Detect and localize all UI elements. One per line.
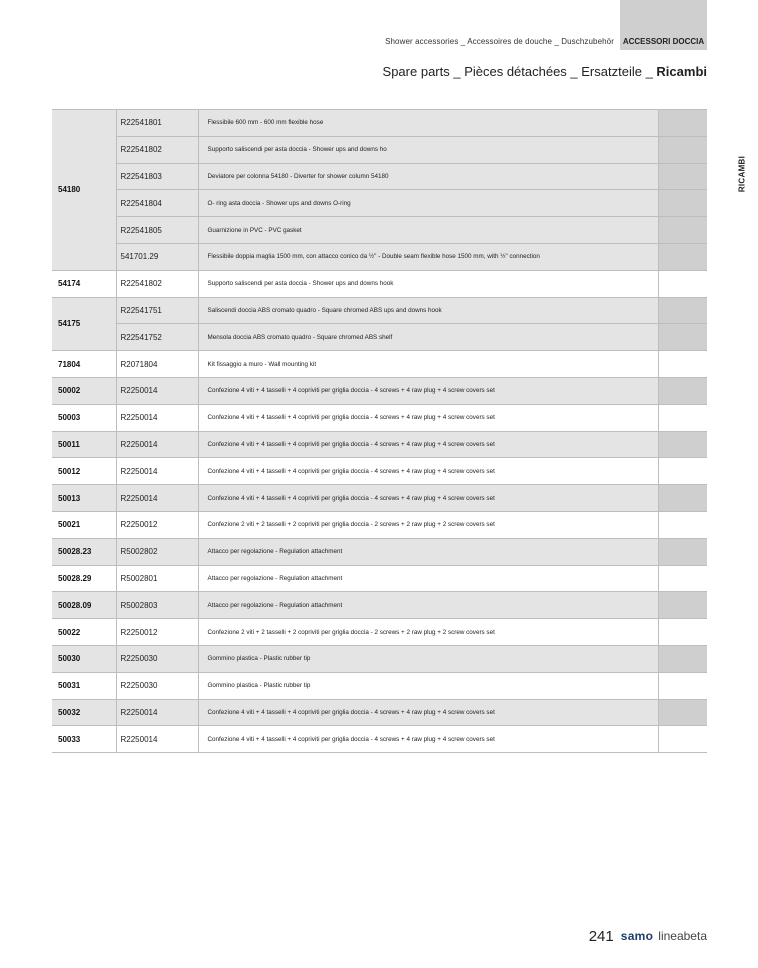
spare-code-cell: R22541805 bbox=[116, 217, 198, 244]
row-end-cell bbox=[658, 699, 707, 726]
description-cell: Attacco per regolazione - Regulation attachment bbox=[198, 565, 658, 592]
description-cell: Confezione 2 viti + 2 tasselli + 2 copriviti per griglia doccia - 2 screws + 2 raw plug + 2 screw covers set bbox=[198, 619, 658, 646]
table-row bbox=[52, 592, 707, 619]
spare-code-cell: R5002802 bbox=[116, 538, 198, 565]
spare-code-cell: R22541801 bbox=[116, 110, 198, 137]
product-code-cell: 71804 bbox=[52, 351, 116, 378]
table-row bbox=[52, 324, 707, 351]
spare-code-cell: R22541802 bbox=[116, 270, 198, 297]
description-cell: Confezione 2 viti + 2 tasselli + 2 copriviti per griglia doccia - 2 screws + 2 raw plug + 2 screw covers set bbox=[198, 511, 658, 538]
description-cell: Mensola doccia ABS cromato quadro - Square chromed ABS shelf bbox=[198, 324, 658, 351]
product-code-cell: 50013 bbox=[52, 485, 116, 512]
row-end-cell bbox=[658, 163, 707, 190]
table-row bbox=[52, 243, 707, 270]
product-code-cell: 50011 bbox=[52, 431, 116, 458]
product-code-cell: 54180 bbox=[52, 110, 116, 271]
spare-code-cell: R22541803 bbox=[116, 163, 198, 190]
spare-code-cell: R22541802 bbox=[116, 136, 198, 163]
row-end-cell bbox=[658, 377, 707, 404]
product-code-cell: 50028.23 bbox=[52, 538, 116, 565]
table-row bbox=[52, 431, 707, 458]
description-cell: Confezione 4 viti + 4 tasselli + 4 copriviti per griglia doccia - 4 screws + 4 raw plug + 4 screw covers set bbox=[198, 458, 658, 485]
spare-code-cell: R22541751 bbox=[116, 297, 198, 324]
row-end-cell bbox=[658, 297, 707, 324]
description-cell: O- ring asta doccia - Shower ups and downs O-ring bbox=[198, 190, 658, 217]
product-code-cell: 50032 bbox=[52, 699, 116, 726]
description-cell: Confezione 4 viti + 4 tasselli + 4 copriviti per griglia doccia - 4 screws + 4 raw plug + 4 screw covers set bbox=[198, 377, 658, 404]
breadcrumb: Shower accessories _ Accessoires de douche _ Duschzubehör bbox=[385, 37, 614, 46]
row-end-cell bbox=[658, 458, 707, 485]
description-cell: Kit fissaggio a muro - Wall mounting kit bbox=[198, 351, 658, 378]
section-tab bbox=[620, 0, 707, 50]
description-cell: Confezione 4 viti + 4 tasselli + 4 copriviti per griglia doccia - 4 screws + 4 raw plug + 4 screw covers set bbox=[198, 699, 658, 726]
description-cell: Deviatore per colonna 54180 - Diverter for shower column 54180 bbox=[198, 163, 658, 190]
table-row bbox=[52, 270, 707, 297]
table-row bbox=[52, 672, 707, 699]
description-cell: Confezione 4 viti + 4 tasselli + 4 copriviti per griglia doccia - 4 screws + 4 raw plug + 4 screw covers set bbox=[198, 485, 658, 512]
spare-code-cell: R2250014 bbox=[116, 377, 198, 404]
product-code-cell: 50003 bbox=[52, 404, 116, 431]
row-end-cell bbox=[658, 270, 707, 297]
row-end-cell bbox=[658, 672, 707, 699]
product-code-cell: 50028.29 bbox=[52, 565, 116, 592]
product-code-cell: 50033 bbox=[52, 726, 116, 753]
description-cell: Attacco per regolazione - Regulation attachment bbox=[198, 592, 658, 619]
page-title-bold: Ricambi bbox=[656, 64, 707, 79]
row-end-cell bbox=[658, 592, 707, 619]
product-code-cell: 50030 bbox=[52, 645, 116, 672]
spare-code-cell: 541701.29 bbox=[116, 243, 198, 270]
table-row bbox=[52, 485, 707, 512]
spare-code-cell: R2250014 bbox=[116, 726, 198, 753]
row-end-cell bbox=[658, 431, 707, 458]
row-end-cell bbox=[658, 190, 707, 217]
table-row bbox=[52, 190, 707, 217]
spare-parts-table bbox=[52, 109, 707, 753]
table-row bbox=[52, 511, 707, 538]
spare-code-cell: R2250030 bbox=[116, 645, 198, 672]
row-end-cell bbox=[658, 351, 707, 378]
description-cell: Saliscendi doccia ABS cromato quadro - Square chromed ABS ups and downs hook bbox=[198, 297, 658, 324]
description-cell: Confezione 4 viti + 4 tasselli + 4 copriviti per griglia doccia - 4 screws + 4 raw plug + 4 screw covers set bbox=[198, 404, 658, 431]
row-end-cell bbox=[658, 726, 707, 753]
row-end-cell bbox=[658, 645, 707, 672]
spare-code-cell: R5002801 bbox=[116, 565, 198, 592]
page-title-prefix: Spare parts _ Pièces détachées _ Ersatzteile _ bbox=[382, 64, 657, 79]
page-title bbox=[383, 64, 707, 79]
row-end-cell bbox=[658, 243, 707, 270]
table-row bbox=[52, 136, 707, 163]
description-cell: Flessibile doppia maglia 1500 mm, con attacco conico da ½" - Double seam flexible hose 1500 mm, with ½" connection bbox=[198, 243, 658, 270]
row-end-cell bbox=[658, 565, 707, 592]
product-code-cell: 50002 bbox=[52, 377, 116, 404]
spare-code-cell: R2250014 bbox=[116, 404, 198, 431]
product-code-cell: 50012 bbox=[52, 458, 116, 485]
spare-code-cell: R2250012 bbox=[116, 619, 198, 646]
side-section-label bbox=[735, 152, 749, 196]
description-cell: Confezione 4 viti + 4 tasselli + 4 copriviti per griglia doccia - 4 screws + 4 raw plug + 4 screw covers set bbox=[198, 726, 658, 753]
product-code-cell: 50022 bbox=[52, 619, 116, 646]
row-end-cell bbox=[658, 404, 707, 431]
description-cell: Attacco per regolazione - Regulation attachment bbox=[198, 538, 658, 565]
product-code-cell: 50031 bbox=[52, 672, 116, 699]
table-row bbox=[52, 404, 707, 431]
description-cell: Supporto saliscendi per asta doccia - Shower ups and downs hook bbox=[198, 270, 658, 297]
description-cell: Gommino plastica - Plastic rubber tip bbox=[198, 672, 658, 699]
spare-code-cell: R2250014 bbox=[116, 431, 198, 458]
spare-code-cell: R22541752 bbox=[116, 324, 198, 351]
row-end-cell bbox=[658, 485, 707, 512]
table-row bbox=[52, 726, 707, 753]
row-end-cell bbox=[658, 511, 707, 538]
row-end-cell bbox=[658, 619, 707, 646]
page-number: 241 bbox=[588, 927, 614, 945]
spare-code-cell: R2250012 bbox=[116, 511, 198, 538]
product-code-cell: 50021 bbox=[52, 511, 116, 538]
table-row bbox=[52, 351, 707, 378]
spare-code-cell: R22541804 bbox=[116, 190, 198, 217]
spare-code-cell: R2250014 bbox=[116, 699, 198, 726]
description-cell: Confezione 4 viti + 4 tasselli + 4 copriviti per griglia doccia - 4 screws + 4 raw plug + 4 screw covers set bbox=[198, 431, 658, 458]
section-tab-label: ACCESSORI DOCCIA bbox=[622, 37, 705, 46]
product-code-cell: 50028.09 bbox=[52, 592, 116, 619]
description-cell: Gommino plastica - Plastic rubber tip bbox=[198, 645, 658, 672]
spare-code-cell: R2071804 bbox=[116, 351, 198, 378]
table-row bbox=[52, 538, 707, 565]
row-end-cell bbox=[658, 324, 707, 351]
page-footer bbox=[589, 928, 707, 944]
table-row bbox=[52, 458, 707, 485]
spare-code-cell: R2250014 bbox=[116, 485, 198, 512]
table-row bbox=[52, 377, 707, 404]
description-cell: Flessibile 600 mm - 600 mm flexible hose bbox=[198, 110, 658, 137]
table-row bbox=[52, 565, 707, 592]
side-section-label-text: RICAMBI bbox=[737, 155, 747, 193]
table-row bbox=[52, 619, 707, 646]
table-row bbox=[52, 645, 707, 672]
row-end-cell bbox=[658, 538, 707, 565]
page-header bbox=[0, 0, 758, 50]
description-cell: Supporto saliscendi per asta doccia - Shower ups and downs ho bbox=[198, 136, 658, 163]
row-end-cell bbox=[658, 217, 707, 244]
spare-code-cell: R2250030 bbox=[116, 672, 198, 699]
product-code-cell: 54175 bbox=[52, 297, 116, 351]
table-row bbox=[52, 110, 707, 137]
brand-logo-samo: samo bbox=[620, 929, 654, 943]
row-end-cell bbox=[658, 136, 707, 163]
brand-logo-lineabeta: lineabeta bbox=[658, 929, 707, 943]
spare-code-cell: R5002803 bbox=[116, 592, 198, 619]
table-row bbox=[52, 699, 707, 726]
table-row bbox=[52, 217, 707, 244]
row-end-cell bbox=[658, 110, 707, 137]
table-row bbox=[52, 163, 707, 190]
product-code-cell: 54174 bbox=[52, 270, 116, 297]
table-row bbox=[52, 297, 707, 324]
description-cell: Guarnizione in PVC - PVC gasket bbox=[198, 217, 658, 244]
spare-code-cell: R2250014 bbox=[116, 458, 198, 485]
